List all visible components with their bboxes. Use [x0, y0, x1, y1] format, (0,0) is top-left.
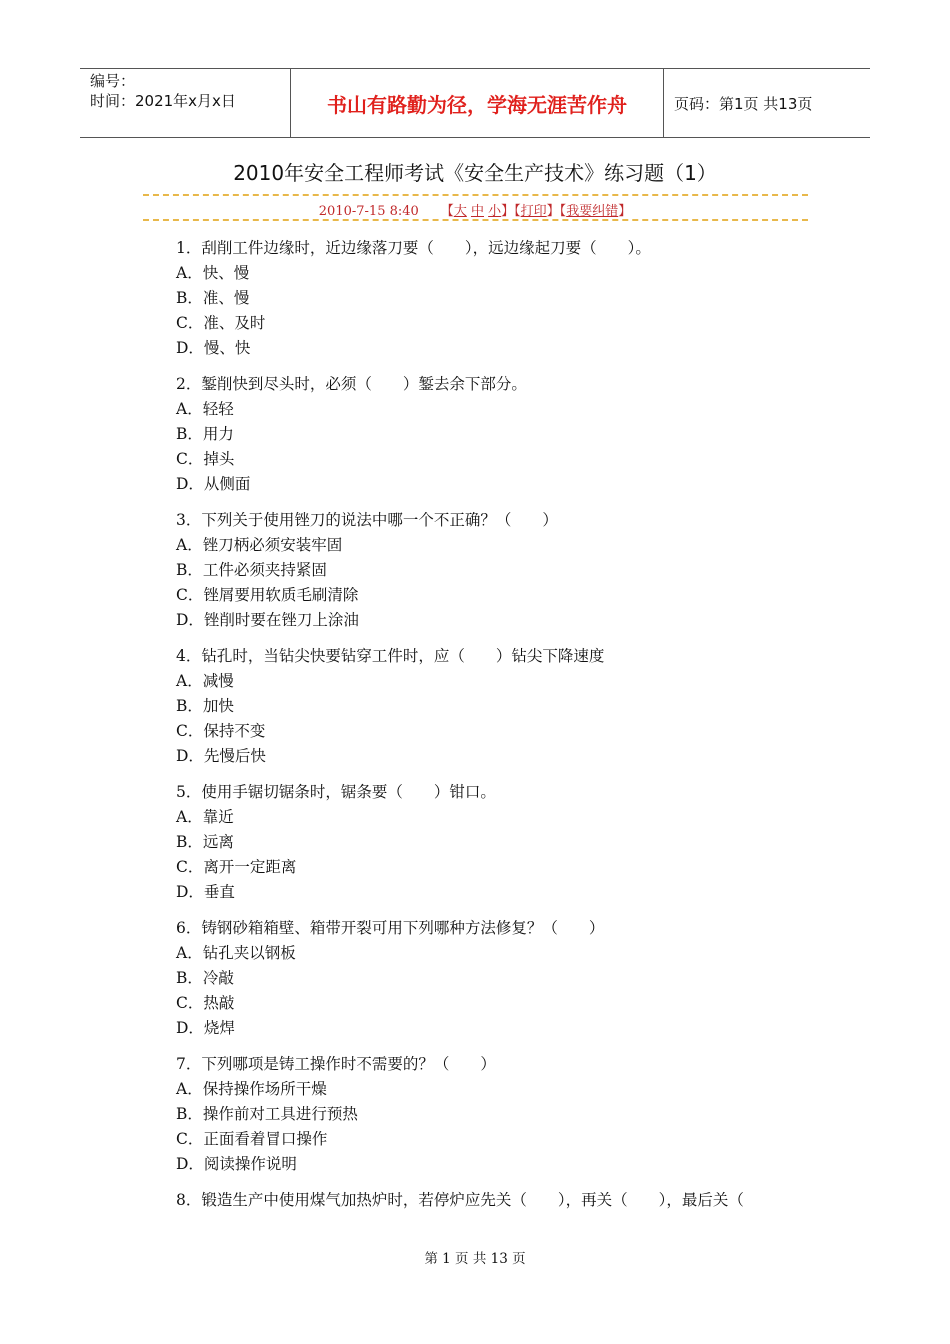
font-size-small-link[interactable]: 小 [488, 204, 502, 219]
question-item [176, 916, 816, 1041]
question-text: 7．下列哪项是铸工操作时不需要的？（ ） [176, 1055, 496, 1073]
font-size-medium-link[interactable]: 中 [470, 204, 484, 219]
answer-option: D．从侧面 [176, 475, 251, 493]
header-left-cell [80, 69, 291, 137]
question-item [176, 372, 816, 497]
question-text: 5．使用手锯切锯条时，锯条要（ ）钳口。 [176, 783, 496, 801]
answer-option: A．快、慢 [176, 264, 250, 282]
page-info: 页码：第1页 共13页 [674, 94, 813, 113]
question-item [176, 780, 816, 905]
answer-option: B．冷敲 [176, 969, 234, 987]
report-error-link[interactable]: 我要纠错 [566, 204, 619, 219]
header-table [80, 68, 870, 138]
answer-option: B．用力 [176, 425, 234, 443]
answer-option: A．锉刀柄必须安装牢固 [176, 536, 343, 554]
bracket: 】【 [501, 204, 521, 219]
question-item [176, 1052, 816, 1177]
time-label: 时间：2021年x月x日 [90, 92, 236, 110]
page-footer: 第 1 页 共 13 页 [424, 1251, 526, 1267]
dashed-divider-bottom [143, 219, 808, 221]
article-date: 2010-7-15 8:40 [318, 204, 419, 219]
question-text: 8．锻造生产中使用煤气加热炉时，若停炉应先关（ ），再关（ ），最后关（ [176, 1191, 744, 1209]
bracket: 】 [618, 204, 632, 219]
font-size-large-link[interactable]: 大 [453, 204, 467, 219]
answer-option: D．先慢后快 [176, 747, 266, 765]
number-label: 编号： [90, 72, 136, 90]
answer-option: A．靠近 [176, 808, 234, 826]
answer-option: A．钻孔夹以钢板 [176, 944, 296, 962]
question-item [176, 644, 816, 769]
bracket: 】【 [546, 204, 567, 219]
question-item [176, 1188, 816, 1213]
dashed-divider-top [143, 194, 808, 196]
answer-option: B．准、慢 [176, 289, 250, 307]
question-list [176, 236, 816, 1213]
answer-option: B．远离 [176, 833, 234, 851]
answer-option: C．热敲 [176, 994, 235, 1012]
motto: 书山有路勤为径，学海无涯苦作舟 [291, 69, 664, 137]
answer-option: C．准、及时 [176, 314, 266, 332]
answer-option: D．烧焊 [176, 1019, 235, 1037]
answer-option: D．阅读操作说明 [176, 1155, 297, 1173]
answer-option: A．轻轻 [176, 400, 234, 418]
answer-option: C．保持不变 [176, 722, 266, 740]
print-link[interactable]: 打印 [520, 204, 547, 219]
answer-option: C．离开一定距离 [176, 858, 297, 876]
question-text: 3．下列关于使用锉刀的说法中哪一个不正确？（ ） [176, 511, 558, 529]
answer-option: D．垂直 [176, 883, 235, 901]
answer-option: C．锉屑要用软质毛刷清除 [176, 586, 359, 604]
question-text: 1．刮削工件边缘时，近边缘落刀要（ ），远边缘起刀要（ ）。 [176, 239, 651, 257]
bracket: 【 [440, 204, 454, 219]
answer-option: C．正面看着冒口操作 [176, 1130, 328, 1148]
article-meta [0, 200, 950, 219]
question-item [176, 508, 816, 633]
page-title: 2010年安全工程师考试《安全生产技术》练习题（1） [233, 161, 717, 185]
answer-option: B．加快 [176, 697, 234, 715]
question-text: 2．錾削快到尽头时，必须（ ）錾去余下部分。 [176, 375, 527, 393]
answer-option: B．操作前对工具进行预热 [176, 1105, 358, 1123]
question-text: 6．铸钢砂箱箱壁、箱带开裂可用下列哪种方法修复？（ ） [176, 919, 605, 937]
answer-option: D．慢、快 [176, 339, 251, 357]
answer-option: A．保持操作场所干燥 [176, 1080, 327, 1098]
answer-option: D．锉削时要在锉刀上涂油 [176, 611, 359, 629]
answer-option: B．工件必须夹持紧固 [176, 561, 327, 579]
question-item [176, 236, 816, 361]
question-text: 4．钻孔时，当钻尖快要钻穿工件时，应（ ）钻尖下降速度 [176, 647, 605, 665]
answer-option: A．减慢 [176, 672, 234, 690]
answer-option: C．掉头 [176, 450, 235, 468]
